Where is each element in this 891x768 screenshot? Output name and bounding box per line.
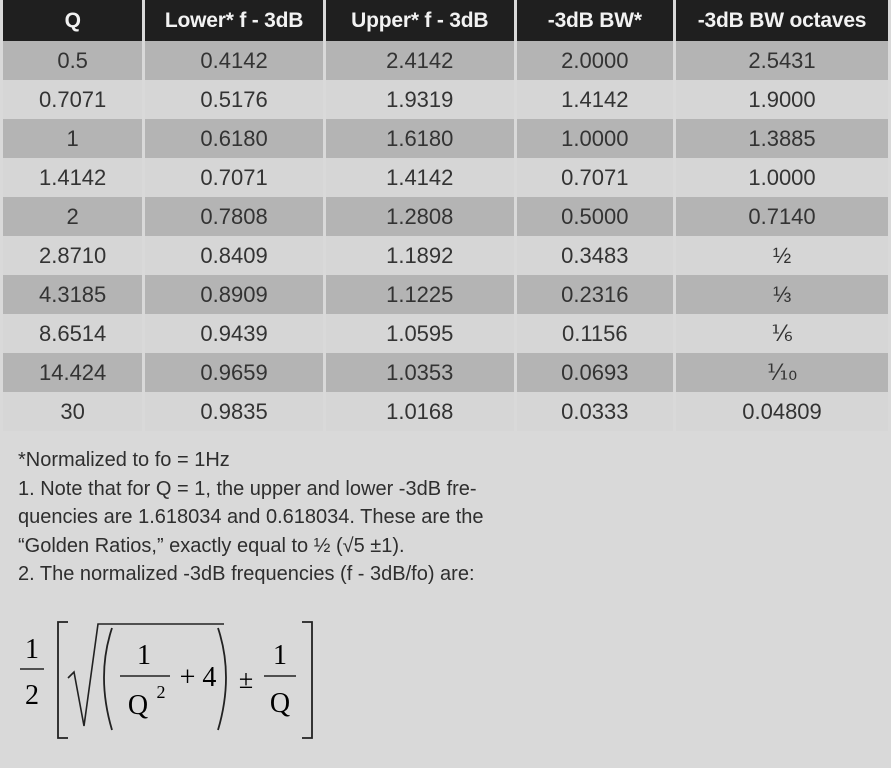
- cell-upper: 1.0353: [326, 353, 514, 392]
- cell-q: 0.5: [3, 41, 142, 80]
- table-row: [3, 119, 888, 158]
- header-bw: -3dB BW*: [517, 0, 673, 41]
- normalized-frequencies-note: 2. The normalized -3dB frequencies (f - 3dB/fo) are:: [18, 563, 475, 585]
- cutoff-frequency-formula: [18, 606, 318, 746]
- cell-lower: 0.8409: [145, 236, 323, 275]
- header-upper-f: Upper* f - 3dB: [326, 0, 514, 41]
- table-row: [3, 80, 888, 119]
- cell-q: 4.3185: [3, 275, 142, 314]
- cell-octaves: 1.0000: [676, 158, 888, 197]
- outer-denominator: Q: [269, 688, 291, 719]
- header-q: Q: [3, 0, 142, 41]
- cell-lower: 0.9835: [145, 392, 323, 431]
- header-bw-octaves: -3dB BW octaves: [676, 0, 888, 41]
- cell-upper: 1.4142: [326, 158, 514, 197]
- cell-lower: 0.9439: [145, 314, 323, 353]
- cell-octaves: ½: [676, 236, 888, 275]
- table-row: [3, 197, 888, 236]
- golden-ratio-note-line3: “Golden Ratios,” exactly equal to ½ (√5 ±1).: [18, 534, 405, 557]
- cell-upper: 1.0595: [326, 314, 514, 353]
- cell-octaves: 1.9000: [676, 80, 888, 119]
- cell-octaves: 0.04809: [676, 392, 888, 431]
- header-lower-f: Lower* f - 3dB: [145, 0, 323, 41]
- golden-ratio-note-line2: quencies are 1.618034 and 0.618034. These are the: [18, 506, 484, 528]
- table-row: [3, 314, 888, 353]
- table-row: [3, 41, 888, 80]
- left-bracket: [58, 622, 68, 738]
- cell-octaves: 0.7140: [676, 197, 888, 236]
- cell-upper: 2.4142: [326, 41, 514, 80]
- cell-octaves: ⅙: [676, 314, 888, 353]
- inner-numerator: 1: [137, 640, 151, 671]
- outer-numerator: 1: [273, 640, 287, 671]
- cell-octaves: 2.5431: [676, 41, 888, 80]
- cell-bw: 0.5000: [517, 197, 673, 236]
- table-row: [3, 392, 888, 431]
- cell-bw: 0.1156: [517, 314, 673, 353]
- plus-minus-sign: ±: [238, 665, 254, 694]
- cell-bw: 0.3483: [517, 236, 673, 275]
- golden-ratio-note-line1: 1. Note that for Q = 1, the upper and lower -3dB fre-: [18, 477, 477, 500]
- cell-q: 2.8710: [3, 236, 142, 275]
- table-row: [3, 275, 888, 314]
- cell-octaves: ⅓: [676, 275, 888, 314]
- cell-lower: 0.5176: [145, 80, 323, 119]
- cell-bw: 1.0000: [517, 119, 673, 158]
- normalization-note: *Normalized to fo = 1Hz: [18, 449, 230, 471]
- cell-bw: 0.2316: [517, 275, 673, 314]
- right-paren: [218, 628, 226, 730]
- cell-lower: 0.6180: [145, 119, 323, 158]
- half-denominator: 2: [25, 680, 39, 711]
- footnotes: [18, 446, 578, 589]
- inner-denominator: Q: [127, 690, 149, 721]
- right-bracket: [302, 622, 312, 738]
- half-numerator: 1: [25, 634, 39, 665]
- cell-lower: 0.4142: [145, 41, 323, 80]
- cell-upper: 1.1892: [326, 236, 514, 275]
- table-row: [3, 158, 888, 197]
- plus-four-term: + 4: [179, 662, 217, 693]
- cell-bw: 2.0000: [517, 41, 673, 80]
- cell-bw: 1.4142: [517, 80, 673, 119]
- cell-lower: 0.7071: [145, 158, 323, 197]
- cell-q: 30: [3, 392, 142, 431]
- inner-exponent: 2: [156, 682, 166, 702]
- cell-q: 0.7071: [3, 80, 142, 119]
- cell-lower: 0.8909: [145, 275, 323, 314]
- cell-q: 8.6514: [3, 314, 142, 353]
- table-header-row: [3, 0, 888, 41]
- cell-bw: 0.0333: [517, 392, 673, 431]
- cell-q: 14.424: [3, 353, 142, 392]
- cell-upper: 1.9319: [326, 80, 514, 119]
- cell-bw: 0.7071: [517, 158, 673, 197]
- cell-bw: 0.0693: [517, 353, 673, 392]
- cell-upper: 1.0168: [326, 392, 514, 431]
- cell-octaves: 1.3885: [676, 119, 888, 158]
- cell-q: 1.4142: [3, 158, 142, 197]
- table-row: [3, 353, 888, 392]
- cell-q: 2: [3, 197, 142, 236]
- cell-lower: 0.7808: [145, 197, 323, 236]
- cell-upper: 1.1225: [326, 275, 514, 314]
- cell-upper: 1.2808: [326, 197, 514, 236]
- left-paren: [104, 628, 112, 730]
- table-row: [3, 236, 888, 275]
- cell-q: 1: [3, 119, 142, 158]
- cell-octaves: ⅒: [676, 353, 888, 392]
- cell-upper: 1.6180: [326, 119, 514, 158]
- cell-lower: 0.9659: [145, 353, 323, 392]
